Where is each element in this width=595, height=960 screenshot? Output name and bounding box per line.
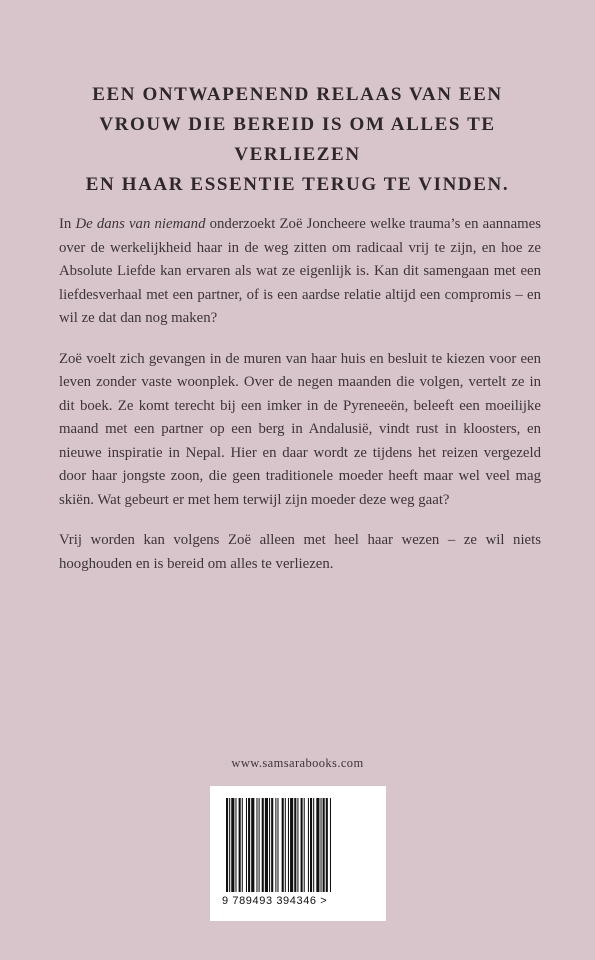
paragraph-1-prefix: In xyxy=(59,216,76,232)
headline xyxy=(40,80,555,200)
barcode-icon xyxy=(226,798,370,892)
paragraph-1-text: onderzoekt Zoë Joncheere welke trauma’s en aannames over de werkelijkheid haar in de weg zitten om radicaal vrij te zijn, en hoe ze Absolute Liefde kan ervaren als wat ze eigenlijk is. Kan dit samengaan met een liefdesverhaal met een partner, of is een aardse relatie altijd een compromis – en wil ze dat dan nog maken? xyxy=(59,216,541,326)
headline-line-3: EN HAAR ESSENTIE TERUG TE VINDEN. xyxy=(85,174,510,195)
headline-line-2: VROUW DIE BEREID IS OM ALLES TE VERLIEZEN xyxy=(99,114,496,165)
publisher-website: www.samsarabooks.com xyxy=(231,756,364,770)
paragraph-1 xyxy=(59,213,541,331)
headline-line-1: EEN ONTWAPENEND RELAAS VAN EEN xyxy=(92,84,503,105)
isbn-number: 9 789493 394346 > xyxy=(222,895,328,907)
book-title: De dans van niemand xyxy=(75,216,206,232)
paragraph-3: Vrij worden kan volgens Zoë alleen met heel haar wezen – ze wil niets hooghouden en is bereid om alles te verliezen. xyxy=(59,532,541,572)
paragraph-2: Zoë voelt zich gevangen in de muren van haar huis en besluit te kiezen voor een leven zonder vaste woonplek. Over de negen maanden die volgen, vertelt ze in dit boek. Ze komt terecht bij een imker in de Pyreneeën, beleeft een moeilijke maand met een partner op een berg in Andalusië, vindt rust in kloosters, en nieuwe inspiratie in Nepal. Hier en daar wordt ze tijdens het reizen vergezeld door haar jongste zoon, die geen traditionele moeder heeft maar wel veel mag skiën. Wat gebeurt er met hem terwijl zijn moeder deze weg gaat? xyxy=(59,350,541,508)
barcode-area xyxy=(210,786,386,921)
blurb xyxy=(59,213,541,593)
